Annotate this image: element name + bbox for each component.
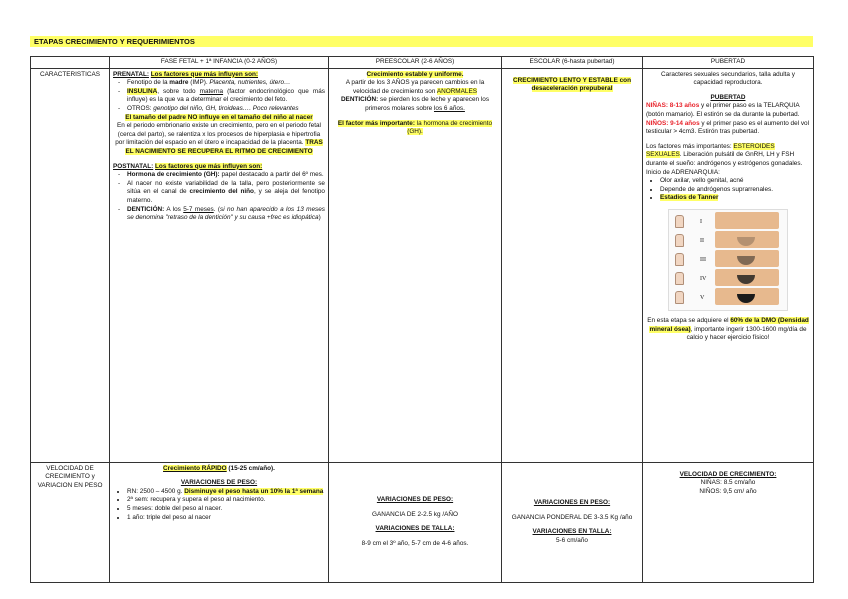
- header-row: [31, 57, 814, 69]
- pubertad-subtitle: PUBERTAD: [710, 93, 746, 101]
- cell-preescolar-velocity: [329, 462, 502, 582]
- fetal-weight-list: [113, 488, 325, 522]
- preescolar-highlight: Crecimiento estable y uniforme.: [366, 70, 464, 78]
- header-escolar: ESCOLAR (6-hasta pubertad): [502, 57, 643, 69]
- document-title: ETAPAS CRECIMIENTO Y REQUERIMIENTOS: [30, 36, 813, 47]
- preescolar-para-3: El factor más importante: la hormona de crecimiento (GH).: [337, 119, 493, 136]
- list-item: • RN: 2500 – 4500 g. Disminuye el peso hasta un 10% la 1ª semana: [127, 488, 325, 497]
- fetal-rapid-growth: Crecimiento RÁPIDO: [163, 464, 227, 472]
- list-item: • 2ª sem: recupera y supera el peso al nacimiento.: [127, 496, 325, 505]
- list-item: - DENTICIÓN: A los 5-7 meses. (si no han aparecido a los 13 meses se denomina "retraso de la dentición" y su causa +frec es idiopática): [127, 206, 325, 223]
- prenatal-label: PRENATAL:: [113, 70, 149, 78]
- list-item: • Olor axilar, vello genital, acné: [660, 177, 810, 186]
- pubertad-girls: NIÑAS: 8-13 años y el primer paso es la TELARQUIA (botón mamario). El estirón se da durante la pubertad.: [646, 102, 800, 118]
- prenatal-title: Los factores que más influyen son:: [150, 70, 259, 78]
- list-item: - Hormona de crecimiento (GH): papel destacado a partir del 6º mes.: [127, 171, 325, 180]
- velocity-row: [31, 462, 814, 582]
- postnatal-label: POSTNATAL:: [113, 162, 154, 170]
- cell-fetal-characteristics: [110, 68, 329, 462]
- list-item: - Al nacer no existe variabilidad de la talla, pero posteriormente se sitúa en el canal de crecimiento del niño, y se aleja del fenotipo materno.: [127, 180, 325, 206]
- tanner-stage-3: III: [671, 250, 785, 267]
- adrenarquia-list: [646, 177, 810, 203]
- row-label-velocity: VELOCIDAD DE CRECIMIENTO y VARIACION EN PESO: [31, 462, 110, 582]
- characteristics-row: [31, 68, 814, 462]
- growth-stages-table: [30, 56, 814, 583]
- pubertad-factors: Los factores más importantes: ESTEROIDES SEXUALES. Liberación pulsátil de GnRH, LH y FSH durante el sueño: andrógenos y estrógenos gonadales.: [646, 142, 803, 167]
- preescolar-weight-gain: GANANCIA DE 2-2.5 kg /AÑO: [372, 510, 458, 518]
- cell-preescolar-characteristics: [329, 68, 502, 462]
- cell-escolar-velocity: [502, 462, 643, 582]
- tanner-stage-5: V: [671, 288, 785, 305]
- row-label-characteristics: CARACTERISTICAS: [31, 68, 110, 462]
- pubertad-velocity-title: VELOCIDAD DE CRECIMIENTO:: [679, 470, 777, 478]
- list-item: • 1 año: triple del peso al nacer: [127, 514, 325, 523]
- preescolar-weight-title: VARIACIONES DE PESO:: [376, 495, 454, 503]
- escolar-height-gain: 5-6 cm/año: [556, 536, 588, 544]
- preescolar-para-1: A partir de los 3 AÑOS ya parecen cambios en la velocidad de crecimiento son ANORMALES: [345, 79, 485, 95]
- tanner-stage-1: I: [671, 212, 785, 229]
- list-item: - Fenotipo de la madre (IMP). Placenta, nutrientes, útero…: [127, 79, 325, 88]
- tanner-stages-illustration: [668, 209, 788, 311]
- list-item: - INSULINA, sobre todo materna (factor endocrinológico que más influye) es la que va a determinar el crecimiento del feto.: [127, 88, 325, 105]
- preescolar-height-gain: 8-9 cm el 3º año, 5-7 cm de 4-6 años.: [361, 539, 469, 547]
- cell-escolar-characteristics: [502, 68, 643, 462]
- preescolar-height-title: VARIACIONES DE TALLA:: [375, 525, 455, 533]
- postnatal-list: [113, 171, 325, 223]
- tanner-stage-4: IV: [671, 269, 785, 286]
- embryonic-note: En el periodo embrionario existe un crecimiento, pero en el periodo fetal (cerca del parto), se ralentiza x los procesos de hiperplasia e hipertrofia por limitación del espacio en el útero e incapacidad de la placenta. TRAS EL NACIMIENTO SE RECUPERA EL RITMO DE CRECIMIENTO: [115, 122, 323, 155]
- fetal-weight-title: VARIACIONES DE PESO:: [180, 479, 258, 487]
- list-item: • Estadios de Tanner: [660, 194, 810, 203]
- cell-pubertad-velocity: [643, 462, 814, 582]
- pubertad-adrenarquia: Inicio de ADRENARQUIA:: [646, 168, 720, 176]
- header-fetal: FASE FETAL + 1ª INFANCIA (0-2 AÑOS): [110, 57, 329, 69]
- pubertad-intro: Caracteres sexuales secundarios, talla adulta y capacidad reproductora.: [661, 70, 795, 87]
- escolar-weight-gain: GANANCIA PONDERAL DE 3-3.5 Kg /año: [511, 513, 633, 521]
- father-note: El tamaño del padre NO influye en el tamaño del niño al nacer: [125, 113, 313, 121]
- header-empty: [31, 57, 110, 69]
- escolar-highlight: CRECIMIENTO LENTO Y ESTABLE con desaceleración prepuberal: [512, 76, 631, 93]
- prenatal-list: [113, 79, 325, 113]
- pubertad-velocity-girls: NIÑAS: 8.5 cm/año: [700, 479, 756, 487]
- header-preescolar: PREESCOLAR (2-6 AÑOS): [329, 57, 502, 69]
- list-item: • Depende de andrógenos suprarrenales.: [660, 186, 810, 195]
- header-pubertad: PUBERTAD: [643, 57, 814, 69]
- pubertad-velocity-boys: NIÑOS: 9,5 cm/ año: [699, 487, 757, 495]
- escolar-weight-title: VARIACIONES EN PESO:: [533, 498, 611, 506]
- preescolar-para-2: DENTICIÓN: se pierden los de leche y aparecen los primeros molares sobre los 6 años.: [340, 96, 490, 112]
- list-item: - OTROS: genotipo del niño, GH, tiroideas…. Poco relevantes: [127, 105, 325, 114]
- escolar-height-title: VARIACIONES EN TALLA:: [532, 528, 612, 536]
- list-item: • 5 meses: doble del peso al nacer.: [127, 505, 325, 514]
- cell-pubertad-characteristics: [643, 68, 814, 462]
- cell-fetal-velocity: Crecimiento RÁPIDO (15-25 cm/año). VARIACIONES DE PESO: • RN: 2500 – 4500 g. Disminuye el peso hasta un 10% la 1ª semana • 2ª sem: recupera y supera el peso al nacimiento. • 5 meses: doble del peso al nacer. • 1 año: triple del peso al nacer: [110, 462, 329, 582]
- tanner-stage-2: II: [671, 231, 785, 248]
- pubertad-boys: NIÑOS: 9-14 años y el primer paso es el aumento del vol testicular > 4cm3. Estirón tras pubertad.: [646, 119, 810, 136]
- pubertad-dmo: En esta etapa se adquiere el 60% de la DMO (Densidad mineral ósea), importante ingerir 1300-1600 mg/día de calcio y hacer ejercicio físico!: [647, 316, 809, 342]
- postnatal-title: Los factores que más influyen son:: [155, 162, 263, 170]
